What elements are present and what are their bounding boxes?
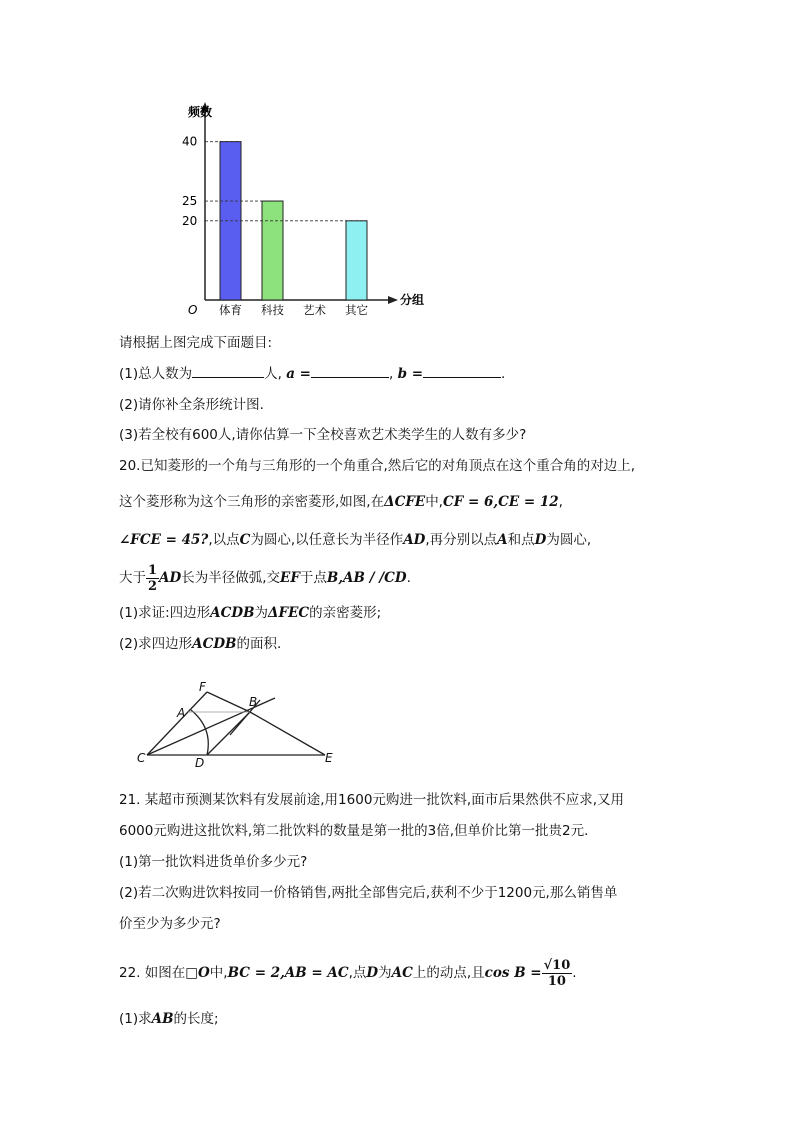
q21-part2b: 价至少为多少元? [119,916,221,932]
label-a: A [177,706,186,720]
cos-den: 10 [547,973,566,989]
seg-ad: AD [159,570,182,586]
x-tick-label: 其它 [345,303,368,317]
comma: , [388,366,394,382]
quad-acdb-2: ACDB [192,636,237,652]
period: . [501,366,506,382]
angle-fce: ∠FCE = 45? [119,532,209,548]
fraction-den: 2 [148,578,158,594]
q21-line2: 6000元购进这批饮料,第二批饮料的数量是第一批的3倍,但单价比第一批贵2元. [119,823,589,839]
q20-p1-a: (1)求证:四边形 [119,605,211,621]
bar [262,201,283,300]
q22-part1 [119,1009,219,1029]
q20-p1-c: 为 [254,605,269,621]
x-axis-label: 分组 [400,293,425,307]
cos-num: √10 [543,957,571,973]
seg-ef: EF [280,570,300,586]
bc-ab-ac: BC = 2,AB = AC [227,965,349,981]
quad-acdb: ACDB [210,605,255,621]
q21-line1: 21. 某超市预测某饮料有发展前途,用1600元购进一批饮料,面市后果然供不应求,又用 [119,792,624,808]
total-blank[interactable] [192,365,264,378]
q20-p2-a: (2)求四边形 [119,636,193,652]
q20-part1 [119,603,381,623]
label-e: E [325,751,333,765]
bar-chart [170,100,470,320]
seg-fb [207,692,250,712]
point-b-parallel: B,AB / /CD [326,570,407,586]
arc-ad-path [191,710,208,755]
b-blank[interactable] [423,365,501,378]
q20-line2 [119,492,563,512]
q19-intro: 请根据上图完成下面题目: [119,335,273,351]
seg-ac: AC [391,965,413,981]
q20-line2-text: 这个菱形称为这个三角形的亲密菱形,如图,在 [119,494,385,510]
triangle-cfe: ΔCFE [384,494,426,510]
point-o: O [198,965,210,981]
q20-line1: 20.已知菱形的一个角与三角形的一个角重合,然后它的对角顶点在这个重合角的对边上, [119,458,636,474]
q20-line4 [119,560,411,596]
q20-l3-j: 为圆心, [546,532,592,548]
y-tick-label: 25 [182,194,198,209]
label-f: F [199,680,206,694]
origin-label: O [188,303,198,317]
label-b: B [249,695,258,709]
fraction-num: 1 [148,562,158,578]
q20-line2-mid: 中, [425,494,443,510]
q20-line2-end: , [558,494,563,510]
point-c: C [239,532,251,548]
q19-part1-text: (1)总人数为 [119,366,193,382]
var-b: b = [397,366,424,382]
q22-l1-h: 为 [378,965,392,981]
seg-cf [147,692,207,755]
x-tick-label: 体育 [219,303,242,317]
seg-ab-22: AB [151,1011,174,1027]
triangle-fec: ΔFEC [268,605,310,621]
q22-l1-j: 上的动点,且 [412,965,485,981]
y-axis-label: 频数 [188,105,213,119]
q19-part1 [119,364,505,384]
q22-l1-l: . [572,965,577,981]
fraction-half [146,563,159,594]
q20-l3-b: ,以点 [208,532,240,548]
q19-part3: (3)若全校有600人,请你估算一下全校喜欢艺术类学生的人数有多少? [119,427,527,443]
y-tick-label: 20 [182,213,198,228]
q20-l3-f: ,再分别以点 [425,532,498,548]
var-a: a = [286,366,311,382]
q19-part2: (2)请你补全条形统计图. [119,397,264,413]
q20-l4-a: 大于 [119,570,146,586]
label-d: D [195,756,205,770]
q20-line3 [119,530,591,550]
geometry-figure [135,680,345,770]
q20-p2-c: 的面积. [236,636,282,652]
x-axis-arrow [388,296,398,304]
q20-p1-e: 的亲密菱形; [309,605,382,621]
label-c: C [137,751,146,765]
x-tick-label: 艺术 [303,303,326,317]
seg-be [250,712,325,755]
q22-p1-a: (1)求 [119,1011,152,1027]
point-d-22: D [366,965,379,981]
q22-l1-f: ,点 [348,965,367,981]
q20-l4-e: 于点 [299,570,327,586]
q22-l1-d: 中, [209,965,228,981]
q20-l4-g: . [406,570,411,586]
q20-part2 [119,634,281,654]
bar [346,221,367,300]
q19-part1-unit: 人, [264,366,282,382]
q20-l3-h: 和点 [507,532,535,548]
point-d: D [534,532,547,548]
q21-part2a: (2)若二次购进饮料按同一价格销售,两批全部售完后,获利不少于1200元,那么销售单 [119,885,618,901]
y-tick-label: 40 [182,134,198,149]
q21-part1: (1)第一批饮料进货单价多少元? [119,854,308,870]
arc-ad: AD [403,532,426,548]
fraction-cos [542,958,573,989]
circle-symbol: □ [185,965,199,981]
x-tick-label: 科技 [261,303,284,317]
a-blank[interactable] [311,365,389,378]
cos-b: cos B = [484,965,542,981]
q20-l3-d: 为圆心,以任意长为半径作 [250,532,404,548]
point-a: A [497,532,508,548]
q22-line1 [119,955,577,991]
q22-l1-a: 22. 如图在 [119,965,186,981]
q20-l4-c: 长为半径做弧,交 [181,570,281,586]
cf-ce-values: CF = 6,CE = 12 [442,494,559,510]
q22-p1-c: 的长度; [173,1011,219,1027]
